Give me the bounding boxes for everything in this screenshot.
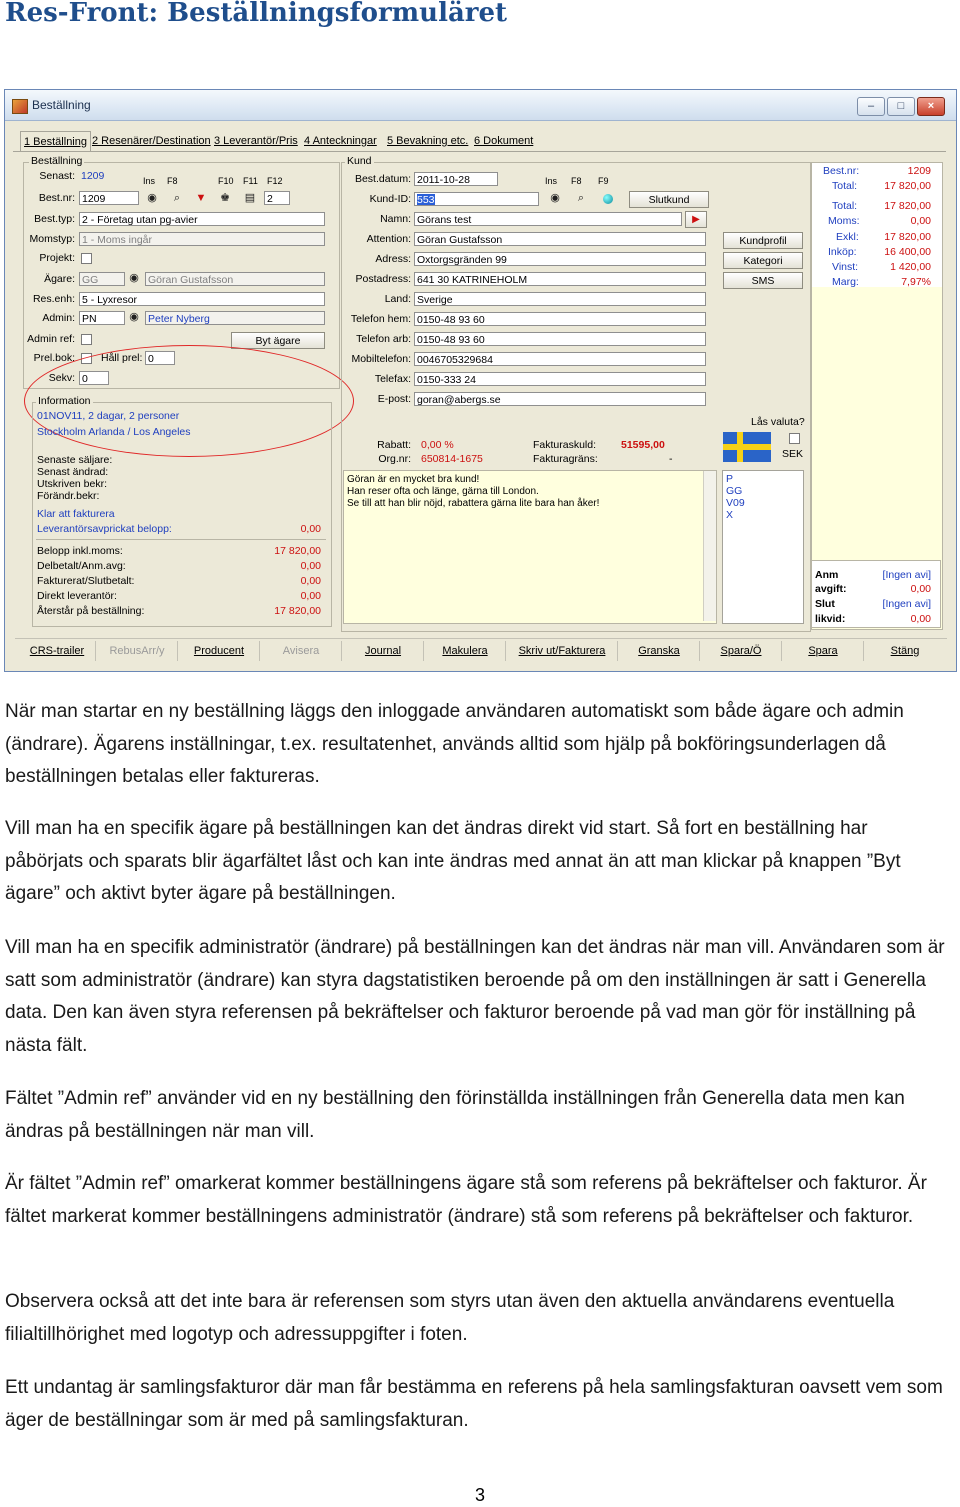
slutkund-button[interactable]: Slutkund	[629, 191, 709, 208]
summary-value-4: 17 820,00	[884, 231, 931, 243]
sekv-input[interactable]: 0	[79, 371, 109, 385]
res-enh-select[interactable]: 5 - Lyxresor	[79, 292, 325, 306]
kund-id-value: 553	[417, 194, 435, 206]
order-window	[4, 89, 957, 672]
arrow-right-icon[interactable]: ▶	[685, 211, 707, 228]
aterstar-value: 17 820,00	[274, 605, 321, 617]
best-count-field[interactable]: 2	[264, 191, 290, 205]
notes-textarea[interactable]	[343, 470, 717, 624]
tab-leverantor[interactable]: 3 Leverantör/Pris	[214, 135, 298, 147]
tel-hem-input[interactable]: 0150-48 93 60	[414, 312, 706, 326]
aterstar-label: Återstår på beställning:	[37, 605, 145, 617]
anm-value: [Ingen avi]	[882, 569, 931, 581]
tab-divider	[13, 151, 946, 152]
tab-dokument[interactable]: 6 Dokument	[474, 135, 534, 147]
sent-value: 1209	[81, 170, 105, 182]
leverantorsavprickat-value: 0,00	[300, 523, 321, 535]
fakturaskuld-value: 51595,00	[621, 439, 665, 451]
spara-o-button[interactable]: Spara/Ö	[701, 641, 782, 661]
kundprofil-button[interactable]: Kundprofil	[723, 232, 803, 249]
las-valuta-checkbox[interactable]	[789, 433, 800, 444]
hall-prel-label: Håll prel:	[101, 352, 143, 364]
swedish-flag-icon	[723, 432, 771, 462]
summary-label-4: Exkl:	[836, 231, 859, 243]
prel-bok-label: Prel.bok:	[33, 352, 75, 364]
forandr-bekr: Förändr.bekr:	[37, 490, 100, 502]
telefax-input[interactable]: 0150-333 24	[414, 372, 706, 386]
info-line-2: Stockholm Arlanda / Los Angeles	[37, 426, 191, 438]
note-line-2: Han reser ofta och länge, gärna till London.	[347, 486, 539, 497]
rabatt-value: 0,00 %	[421, 439, 454, 451]
belopp-label: Belopp inkl.moms:	[37, 545, 123, 557]
crs-trailer-button[interactable]: CRS-trailer	[19, 641, 96, 661]
mobil-input[interactable]: 0046705329684	[414, 352, 706, 366]
belopp-value: 17 820,00	[274, 545, 321, 557]
utskriven-bekr: Utskriven bekr:	[37, 478, 108, 490]
admin-name-field: Peter Nyberg	[145, 311, 325, 325]
org-nr-label: Org.nr:	[378, 453, 411, 465]
rabatt-label: Rabatt:	[377, 439, 411, 451]
binoculars-icon[interactable]: ◉	[129, 311, 139, 323]
code-x: X	[726, 509, 734, 521]
maximize-button[interactable]: □	[887, 97, 915, 116]
summary-label-2: Total:	[832, 200, 858, 212]
binoculars-icon[interactable]: ◉	[550, 192, 560, 204]
epost-label: E-post:	[377, 393, 411, 405]
notes-scrollbar[interactable]	[703, 471, 716, 621]
tab-resenarer[interactable]: 2 Resenärer/Destination	[92, 135, 211, 147]
tel-hem-label: Telefon hem:	[350, 313, 411, 325]
best-nr-label: Best.nr:	[38, 192, 75, 204]
paragraph-6: Observera också att det inte bara är referensen som styrs utan även den aktuella användarens eventuella filialtillhörighet med logotyp och adressuppgifter i foten.	[5, 1291, 895, 1345]
projekt-checkbox[interactable]	[81, 253, 92, 264]
kund-shortcut-ins: Ins	[545, 176, 558, 186]
rebus-button[interactable]: RebusArr/y	[97, 641, 178, 661]
summary-label-1: Total:	[832, 180, 858, 192]
summary-label-7: Marg:	[832, 276, 859, 288]
attention-input[interactable]: Göran Gustafsson	[414, 232, 706, 246]
currency-sek: SEK	[782, 448, 804, 460]
window-titlebar	[5, 90, 956, 121]
agare-code-input[interactable]: GG	[79, 272, 125, 286]
admin-label: Admin:	[42, 312, 75, 324]
page-number: 3	[474, 1485, 485, 1505]
producent-button[interactable]: Producent	[179, 641, 260, 661]
anm-label: Anm	[815, 569, 839, 581]
code-v09: V09	[726, 497, 745, 509]
adress-label: Adress:	[375, 253, 411, 265]
fakturagrans-value: -	[669, 453, 673, 465]
agare-name-field: Göran Gustafsson	[145, 272, 325, 286]
paragraph-4: Fältet ”Admin ref” använder vid en ny beställning den förinställda inställningen från Generella data men kan ändras på beställningen när man vill.	[5, 1088, 905, 1142]
hall-prel-input[interactable]: 0	[145, 351, 175, 365]
info-group-label: Information	[38, 395, 91, 407]
window-title: Beställning	[32, 98, 91, 112]
sekv-label: Sekv:	[48, 372, 75, 384]
journal-button[interactable]: Journal	[343, 641, 424, 661]
best-nr-input[interactable]: 1209	[79, 191, 139, 205]
klar-att-fakturera: Klar att fakturera	[37, 508, 115, 520]
best-datum-label: Best.datum:	[354, 173, 411, 185]
shortcut-f10: F10	[218, 176, 234, 186]
agare-label: Ägare:	[44, 273, 75, 285]
attention-label: Attention:	[366, 233, 411, 245]
stamp-icon[interactable]: ♚	[220, 192, 230, 204]
direkt-value: 0,00	[300, 590, 321, 602]
leverantorsavprickat-label: Leverantörsavprickat belopp:	[37, 523, 172, 535]
paragraph-5: Är fältet ”Admin ref” omarkerat kommer beställningens ägare stå som referens på bekräftelser och fakturor. Är fältet markerat kommer beställningens administratör (ändrare) stå som referens på bekräftelser och fakturor.	[5, 1173, 927, 1227]
namn-label: Namn:	[380, 213, 411, 225]
spara-button[interactable]: Spara	[783, 641, 864, 661]
info-line-1: 01NOV11, 2 dagar, 2 personer	[37, 410, 180, 422]
delbetalt-label: Delbetalt/Anm.avg:	[37, 560, 126, 572]
summary-value-5: 16 400,00	[884, 246, 931, 258]
summary-label-0: Best.nr:	[823, 165, 860, 177]
admin-ref-checkbox[interactable]	[81, 334, 92, 345]
mobil-label: Mobiltelefon:	[351, 353, 411, 365]
kund-shortcut-f8: F8	[571, 176, 582, 186]
land-label: Land:	[384, 293, 411, 305]
adress-input[interactable]: Oxtorgsgränden 99	[414, 252, 706, 266]
minimize-button[interactable]: –	[857, 97, 885, 116]
summary-value-0: 1209	[907, 165, 931, 177]
delbetalt-value: 0,00	[300, 560, 321, 572]
paragraph-2: Vill man ha en specifik ägare på beställningen kan det ändras direkt vid start. Så fort en beställning har påbörjats och sparats blir ägarfältet låst och kan inte ändras med annat än att man klickar på knappen ”Byt ägare” och aktivt byter ägare på beställningen.	[5, 818, 901, 904]
flag-down-icon[interactable]: ▼	[195, 192, 207, 204]
fakturerat-label: Fakturerat/Slutbetalt:	[37, 575, 135, 587]
app-icon	[12, 99, 28, 114]
admin-code-input[interactable]: PN	[79, 311, 125, 325]
summary-value-7: 7,97%	[901, 276, 931, 288]
zoom-icon[interactable]: ⌕	[577, 192, 585, 204]
res-enh-label: Res.enh:	[32, 293, 75, 305]
paragraph-7: Ett undantag är samlingsfakturor där man får bestämma en referens på hela samlingsfakturan oavsett vem som äger de beställningar som är med på samlingsfakturan.	[5, 1377, 943, 1431]
order-group-label: Beställning	[31, 155, 83, 167]
projekt-label: Projekt:	[39, 252, 75, 264]
kund-id-input[interactable]	[414, 192, 539, 206]
status-dot-icon	[603, 194, 613, 204]
summary-label-5: Inköp:	[828, 246, 857, 258]
document-title: Res-Front: Beställningsformuläret	[5, 0, 508, 28]
note-line-1: Göran är en mycket bra kund!	[347, 474, 480, 485]
admin-ref-label: Admin ref:	[27, 333, 75, 345]
slut-value: [Ingen avi]	[882, 598, 931, 610]
granska-button[interactable]: Granska	[619, 641, 700, 661]
senast-andrad: Senast ändrad:	[37, 466, 109, 478]
senaste-saljare: Senaste säljare:	[37, 454, 113, 466]
momstyp-select[interactable]: 1 - Moms ingår	[79, 232, 325, 246]
summary-value-1: 17 820,00	[884, 180, 931, 192]
note-line-3: Se till att han blir nöjd, rabattera gärna lite bara han åker!	[347, 498, 600, 509]
tab-anteckningar[interactable]: 4 Anteckningar	[304, 135, 377, 147]
summary-value-3: 0,00	[910, 215, 931, 227]
flag-stripe-v	[737, 432, 743, 462]
summary-value-2: 17 820,00	[884, 200, 931, 212]
namn-input[interactable]: Görans test	[414, 212, 682, 226]
postadress-label: Postadress:	[355, 273, 411, 285]
flag-stripe-h	[723, 444, 771, 450]
fakturagrans-label: Fakturagräns:	[533, 453, 598, 465]
stang-button[interactable]: Stäng	[890, 645, 920, 657]
shortcut-f12: F12	[267, 176, 283, 186]
binoculars-icon[interactable]: ◉	[129, 272, 139, 284]
paragraph-3: Vill man ha en specifik administratör (ändrare) på beställningen kan det ändras när man vill. Användaren som är satt som administratör (ändrare) kan styra dagstatistiken beroende på om den inställningen är satt i Generella data. Den kan även styra referensen på bekräftelser och fakturor beroende på vad man gör för inställning på nästa fält.	[5, 937, 945, 1056]
best-typ-label: Best.typ:	[34, 213, 75, 225]
tab-bevakning[interactable]: 5 Bevakning etc.	[387, 135, 469, 147]
fakturaskuld-label: Fakturaskuld:	[533, 439, 597, 451]
slut-label: Slut	[815, 598, 835, 610]
list-icon[interactable]: ▤	[244, 192, 256, 204]
summary-value-6: 1 420,00	[890, 261, 931, 273]
shortcut-f11: F11	[243, 176, 258, 186]
sms-button[interactable]: SMS	[723, 272, 803, 289]
close-button[interactable]: ×	[917, 97, 945, 116]
sent-label: Senast:	[39, 170, 75, 182]
summary-label-3: Moms:	[828, 215, 860, 227]
summary-label-6: Vinst:	[832, 261, 859, 273]
zoom-icon[interactable]: ⌕	[173, 192, 181, 204]
customer-group-label: Kund	[347, 155, 372, 167]
info-divider	[36, 539, 326, 540]
kund-shortcut-f9: F9	[598, 176, 609, 186]
land-input[interactable]: Sverige	[414, 292, 706, 306]
binoculars-icon[interactable]: ◉	[147, 192, 157, 204]
makulera-button[interactable]: Makulera	[425, 641, 506, 661]
fakturerat-value: 0,00	[300, 575, 321, 587]
momstyp-label: Momstyp:	[29, 233, 75, 245]
code-p: P	[726, 473, 734, 485]
las-valuta-label: Lås valuta?	[751, 416, 805, 428]
tel-arb-label: Telefon arb:	[356, 333, 411, 345]
tab-bestallning[interactable]: 1 Beställning	[20, 131, 91, 152]
postadress-input[interactable]: 641 30 KATRINEHOLM	[414, 272, 706, 286]
likvid-value: 0,00	[910, 613, 931, 625]
org-nr-value: 650814-1675	[421, 453, 483, 465]
kund-id-label: Kund-ID:	[369, 193, 411, 205]
avisera-button[interactable]: Avisera	[261, 641, 342, 661]
likvid-label: likvid:	[815, 613, 846, 625]
avgift-label: avgift:	[815, 583, 847, 595]
byt-agare-button[interactable]: Byt ägare	[231, 332, 325, 349]
paragraph-1: När man startar en ny beställning läggs den inloggade användaren automatiskt som både ägare och admin (ändrare). Ägarens inställningar, t.ex. resultatenhet, används alltid som hjälp på bokföringsunderlagen då beställningen betalas eller faktureras.	[5, 701, 904, 787]
best-datum-input[interactable]: 2011-10-28	[414, 172, 498, 186]
telefax-label: Telefax:	[374, 373, 411, 385]
codes-list[interactable]	[722, 470, 804, 624]
shortcut-f8: F8	[167, 176, 178, 186]
code-gg: GG	[726, 485, 743, 497]
tel-arb-input[interactable]: 0150-48 93 60	[414, 332, 706, 346]
kategori-button[interactable]: Kategori	[723, 252, 803, 269]
skriv-ut-button[interactable]: Skriv ut/Fakturera	[507, 641, 618, 661]
shortcut-ins: Ins	[143, 176, 156, 186]
epost-input[interactable]: goran@abergs.se	[414, 392, 706, 406]
best-typ-select[interactable]: 2 - Företag utan pg-avier	[79, 212, 325, 226]
avgift-value: 0,00	[910, 583, 931, 595]
direkt-label: Direkt leverantör:	[37, 590, 117, 602]
